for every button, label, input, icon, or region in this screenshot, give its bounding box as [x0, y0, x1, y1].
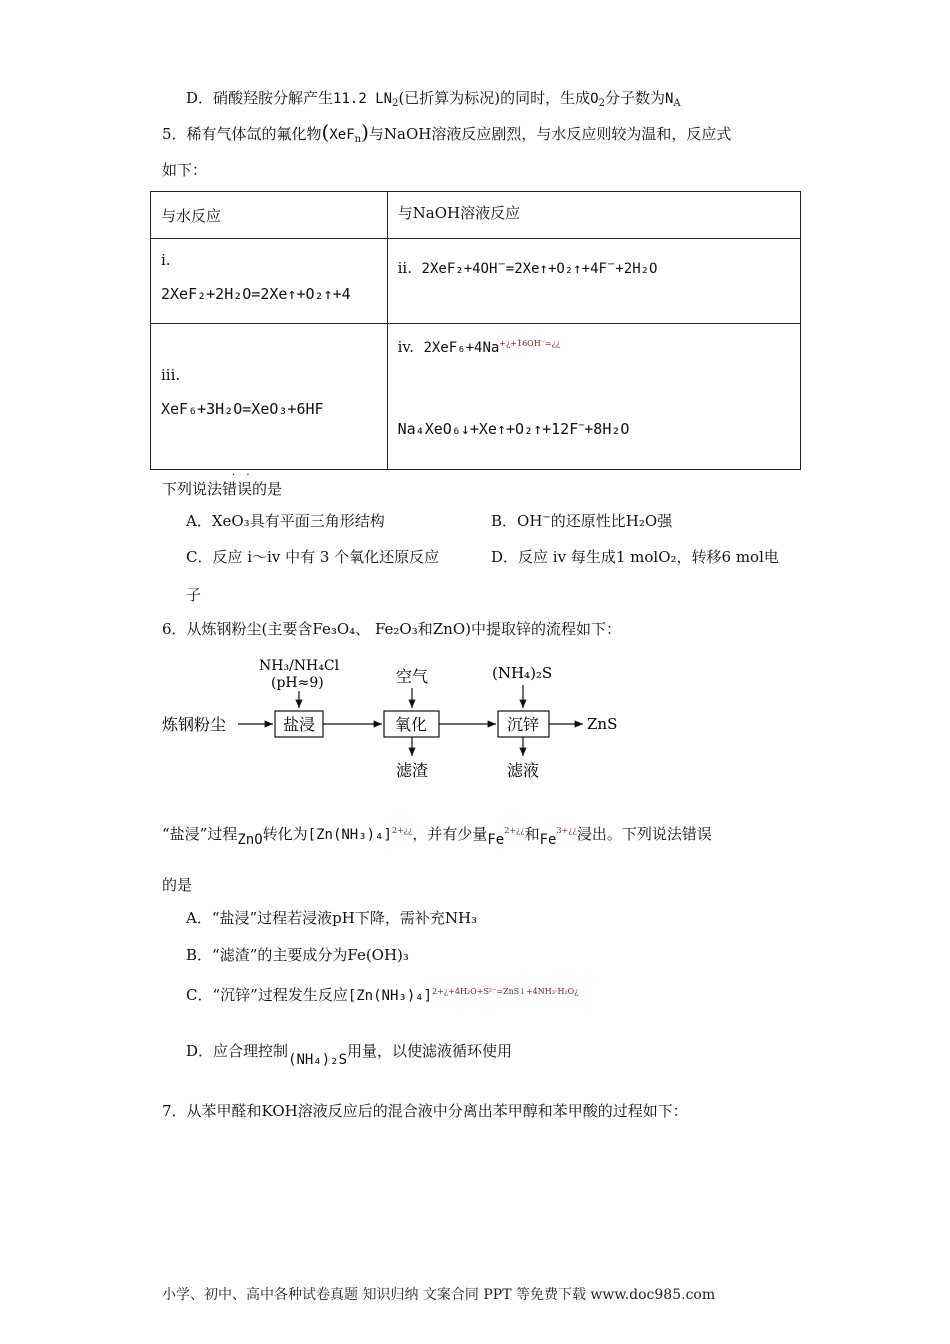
- rxn-iii-equation: XeF₆+3H₂O=XeO₃+6HF: [161, 400, 324, 418]
- header-naoh: 与NaOH溶液反应: [397, 204, 521, 222]
- flow-box-zinc-precipitation-label: 沉锌: [507, 715, 540, 734]
- rxn-ii-equation: ii. 2XeF₂+4OH−=2Xe↑+O₂↑+4F−+2H₂O: [397, 259, 658, 277]
- emphasis-dots: · ·: [232, 470, 254, 481]
- q5-stem-line2: 如下：: [162, 161, 208, 179]
- q6-option-d: D．应合理控制(NH₄)₂S用量，以使滤液循环使用: [186, 1042, 513, 1068]
- rxn-i-equation: 2XeF₂+2H₂O=2Xe↑+O₂↑+4: [161, 285, 351, 303]
- q6-option-c: C．“沉锌”过程发生反应$[Zn(NH_3)_4]^{2+¿+4H_2O+S^{2-}=ZnS↓+4NH_3\cdot H_2O¿}$: [186, 986, 579, 1004]
- process-flow-diagram: [155, 652, 635, 787]
- rxn-iv-equation-line2: Na₄XeO₆↓+Xe↑+O₂↑+12F−+8H₂O: [397, 420, 630, 438]
- q5-option-a: A．XeO₃具有平面三角形结构: [186, 512, 385, 530]
- q5-stem-line1: 5．稀有气体氙的氟化物(XeF$_n$)与NaOH溶液反应剧烈，与水反应则较为温和，反应式: [162, 120, 732, 145]
- q5-question: 下列说法错误的是: [162, 480, 283, 498]
- q7-stem: 7．从苯甲醛和KOH溶液反应后的混合液中分离出苯甲醇和苯甲酸的过程如下：: [162, 1102, 688, 1120]
- q5-option-b: B．OH−的还原性比H₂O强: [491, 512, 673, 530]
- q5-option-c: C．反应 i～iv 中有 3 个氧化还原反应: [186, 548, 440, 566]
- reagent-nh4-2s: (NH₄)₂S: [492, 664, 553, 682]
- reagent-ph: (pH≈9): [271, 675, 324, 691]
- q6-option-b: B．“滤渣”的主要成分为Fe(OH)₃: [186, 946, 409, 964]
- page-footer: 小学、初中、高中各种试卷真题 知识归纳 文案合同 PPT 等免费下载 www.doc985.com: [162, 1287, 716, 1303]
- reaction-table: [150, 191, 801, 470]
- flow-output-filtrate: 滤液: [507, 761, 540, 780]
- rxn-i-label: i.: [161, 251, 171, 269]
- rxn-iv-equation-line1: iv. $2XeF_6+4Na^{+¿+16OH^-=¿¿}$: [397, 338, 561, 356]
- header-water: 与水反应: [161, 207, 222, 225]
- reagent-nh3-nh4cl: NH₃/NH₄Cl: [259, 658, 340, 674]
- flow-box-salt-leach-label: 盐浸: [283, 715, 316, 734]
- q6-paragraph-cont: 的是: [162, 876, 193, 894]
- rxn-iii-label: iii.: [161, 366, 181, 384]
- q5-option-d: D．反应 iv 每生成1 molO₂，转移6 mol电: [491, 548, 779, 566]
- q5-option-d-cont: 子: [186, 586, 202, 604]
- flow-output-residue: 滤渣: [396, 761, 429, 780]
- flow-input-label: 炼钢粉尘: [162, 715, 227, 734]
- q6-paragraph: “盐浸”过程ZnO转化为$[Zn(NH_3)_4]^{2+¿¿}$，并有少量$Fe^{2+¿¿}$和$Fe^{3+¿¿}$浸出。下列说法错误: [162, 825, 712, 848]
- flow-output-zns: ZnS: [587, 715, 618, 733]
- q4-option-d: D．硝酸羟胺分解产生11.2 $LN_2$(已折算为标况)的同时，生成$O_2$分子数为$N_A$: [186, 89, 681, 109]
- q6-option-a: A．“盐浸”过程若浸液pH下降，需补充NH₃: [186, 909, 478, 927]
- q6-stem: 6．从炼钢粉尘(主要含Fe₃O₄、 Fe₂O₃和ZnO)中提取锌的流程如下：: [162, 620, 621, 638]
- reagent-air: 空气: [396, 667, 429, 686]
- flow-box-oxidation-label: 氧化: [395, 715, 428, 734]
